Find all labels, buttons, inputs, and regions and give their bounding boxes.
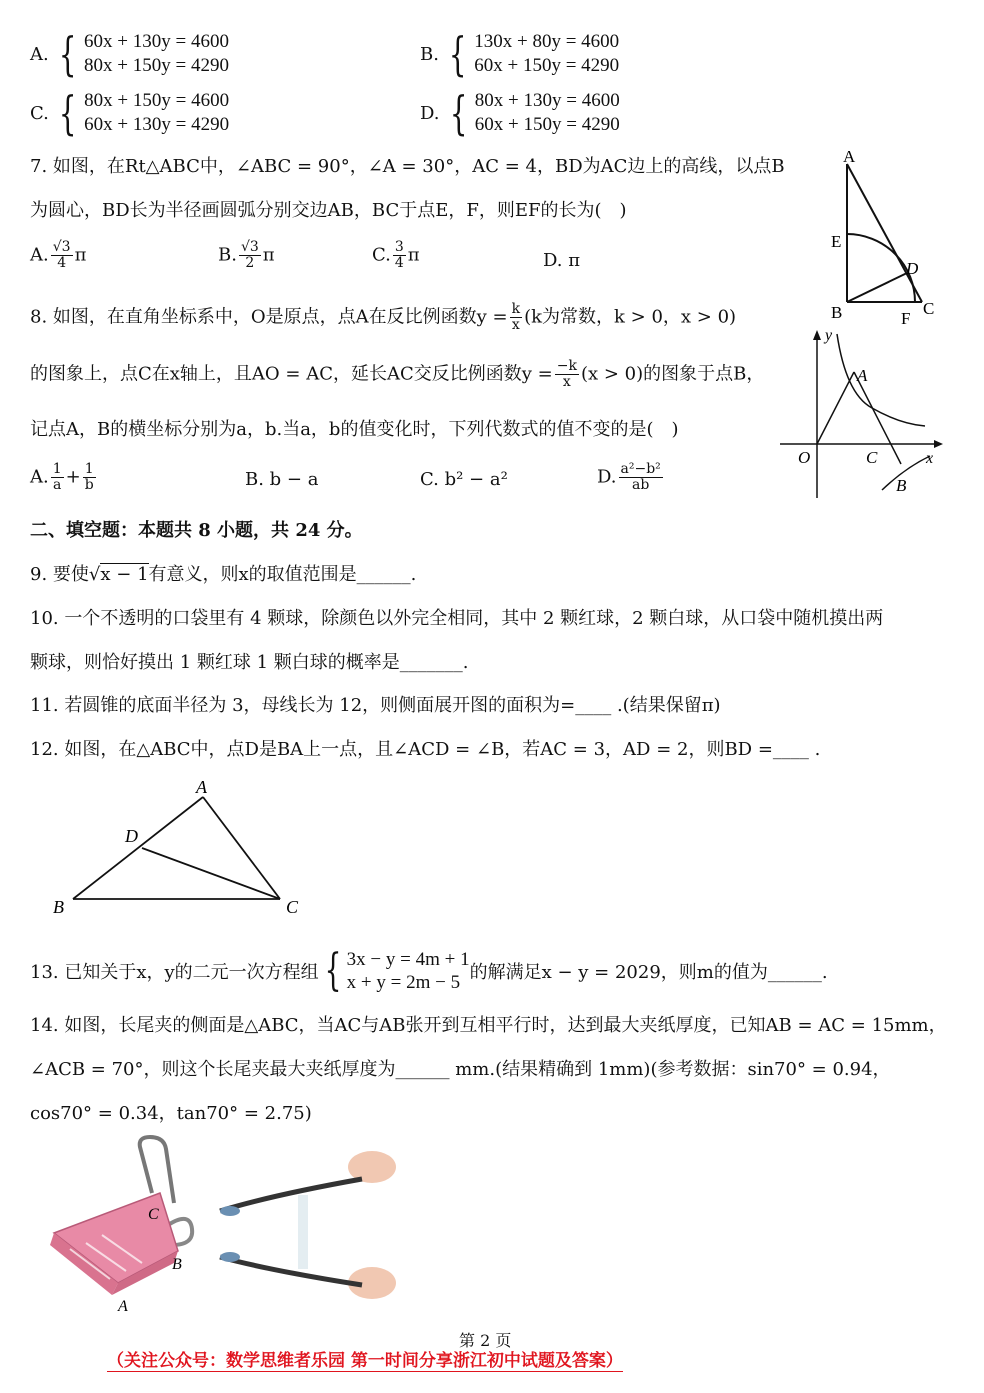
q12-figure (48, 775, 313, 920)
altitude-bd (847, 273, 907, 302)
label-b: B (896, 476, 907, 495)
q8-line3: 记点A，B的横坐标分别为a，b.当a，b的值变化时，下列代数式的值不变的是( ) (30, 419, 679, 440)
lower-clip-arm (220, 1257, 362, 1285)
q11: 11. 若圆锥的底面半径为 3，母线长为 12，则侧面展开图的面积为=____ .(结果保留π) (30, 695, 721, 716)
q12: 12. 如图，在△ABC中，点D是BA上一点，且∠ACD = ∠B，若AC = 3，AD = 2，则BD =____ . (30, 739, 821, 760)
q8-option-a: A. $\frac{1}{a}$ + $\frac{1}{b}$ (30, 461, 94, 493)
q6-option-c: C. { 80x + 150y = 4600 60x + 130y = 4290 (30, 86, 230, 140)
q10-line2: 颗球，则恰好摸出 1 颗红球 1 颗白球的概率是_______. (30, 652, 469, 673)
upper-clip-arm (220, 1179, 362, 1211)
q8-figure (780, 328, 945, 500)
segment-cd (142, 848, 280, 899)
label-a: A (196, 777, 207, 797)
q8-option-d: D. $\frac{\text{a²−b²}}{ab}$ (597, 461, 661, 493)
q14-line3: cos70° = 0.34，tan70° = 2.75) (30, 1103, 312, 1124)
label-c: C (923, 299, 935, 318)
label-a: A (857, 366, 868, 385)
q14-line1: 14. 如图，长尾夹的侧面是△ABC，当AC与AB张开到互相平行时，达到最大夹纸厚度，已知AB = AC = 15mm， (30, 1015, 947, 1036)
label-d: D (125, 826, 138, 846)
q8-option-c: C. b² − a² (420, 469, 508, 490)
label-x: x (926, 450, 934, 467)
edge-ab (73, 797, 203, 899)
page-number: 第 2 页 (459, 1331, 512, 1350)
footer-notice: （关注公众号：数学思维者乐园 第一时间分享浙江初中试题及答案） (107, 1346, 623, 1372)
q7-option-c: C. $\frac{3}{4}$ π (372, 239, 420, 271)
paper-stack (298, 1195, 308, 1269)
q7-line1: 7. 如图，在Rt△ABC中，∠ABC = 90°，∠A = 30°，AC = 4，BD为AC边上的高线，以点B (30, 156, 785, 177)
label-b: B (172, 1256, 182, 1273)
q6-option-a: A. { 60x + 130y = 4600 80x + 150y = 4290 (30, 27, 229, 81)
label-c: C (286, 897, 299, 917)
label-a: A (118, 1298, 128, 1315)
q6-option-b: B. { 130x + 80y = 4600 60x + 150y = 4290 (420, 27, 620, 81)
label-b: B (831, 303, 843, 322)
arc-ef (847, 234, 915, 302)
q8-line1: 8. 如图，在直角坐标系中，O是原点，点A在反比例函数y = $\frac{k}{x}$ (k为常数，k > 0，x > 0) (30, 301, 737, 333)
edge-ac (203, 797, 280, 899)
segment-oa (817, 372, 854, 444)
q10-line1: 10. 一个不透明的口袋里有 4 颗球，除颜色以外完全相同，其中 2 颗红球，2 颗白球，从口袋中随机摸出两 (30, 608, 884, 629)
y-axis-arrow (813, 330, 821, 340)
q8-option-b: B. b − a (245, 469, 319, 490)
label-c: C (866, 448, 878, 467)
clip-handle-back (140, 1137, 174, 1203)
section-heading: 二、填空题：本题共 8 小题，共 24 分。 (30, 520, 363, 541)
q13: 13. 已知关于x，y的二元一次方程组 { 3x − y = 4m + 1 x + y = 2m − 5 的解满足x − y = 2029，则m的值为______. (30, 945, 828, 996)
x-axis-arrow (934, 440, 943, 448)
radical-sign: √ (88, 564, 101, 585)
q6-option-d: D. { 80x + 130y = 4600 60x + 150y = 4290 (420, 86, 620, 140)
label-b: B (53, 897, 64, 917)
q7-option-a: A. $\frac{√3}{4}$ π (30, 239, 87, 271)
label-o: O (798, 448, 811, 467)
label-f: F (901, 309, 911, 328)
q7-line2: 为圆心，BD长为半径画圆弧分别交边AB，BC于点E，F，则EF的长为( ) (30, 200, 627, 221)
q7-option-b: B. $\frac{√3}{2}$ π (218, 239, 275, 271)
clip-hands-image (212, 1145, 397, 1310)
label-e: E (831, 232, 842, 251)
q7-option-d: D. π (543, 250, 581, 271)
upper-clip-tip (220, 1206, 240, 1216)
lower-clip-tip (220, 1252, 240, 1262)
label-c: C (148, 1206, 159, 1223)
binder-clip-image (40, 1133, 215, 1318)
label-a: A (843, 150, 856, 166)
edge-ac (847, 164, 922, 302)
label-y: y (825, 328, 833, 344)
q7-figure (820, 150, 950, 330)
q14-line2: ∠ACB = 70°，则这个长尾夹最大夹纸厚度为______ mm.(结果精确到 1mm)(参考数据：sin70° = 0.94， (30, 1059, 891, 1080)
label-d: D (906, 259, 919, 278)
q9: 9. 要使√x − 1有意义，则x的取值范围是______. (30, 564, 417, 585)
q8-line2: 的图象上，点C在x轴上，且AO = AC，延长AC交反比例函数y = $\frac{-k}{x}$ (x > 0)的图象于点B， (30, 358, 765, 390)
